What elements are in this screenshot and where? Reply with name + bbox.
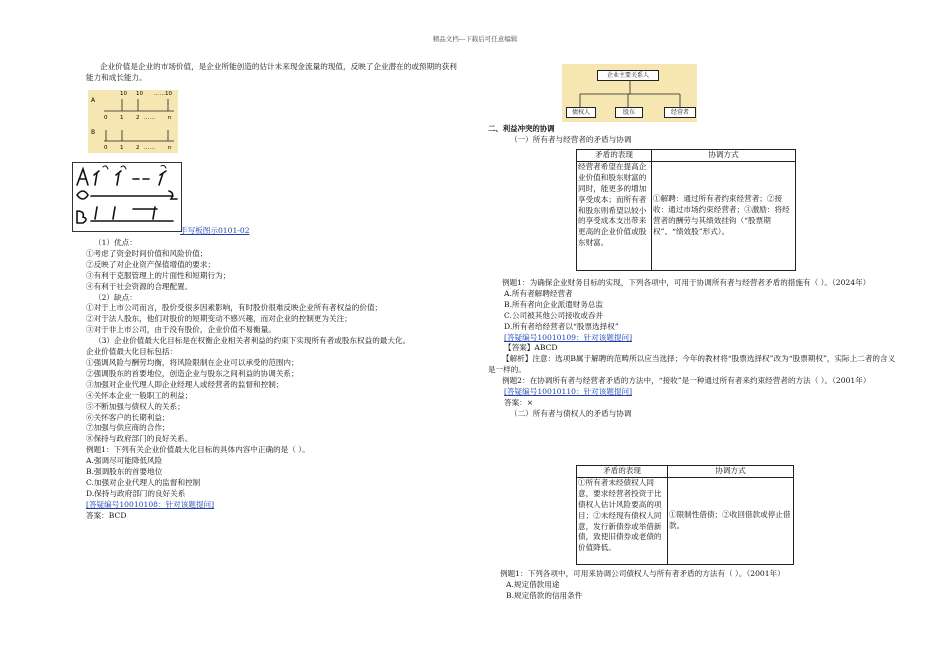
list-item: ④关怀本企业一般职工的利益； xyxy=(86,390,193,400)
handwritten-sketch xyxy=(72,162,182,232)
list-item: ①强调风险与酬劳均衡，将风险限制在企业可以承受的范围内； xyxy=(86,357,299,367)
cons-title: （2）缺点： xyxy=(94,292,137,302)
org-root: 企业主要关系人 xyxy=(597,70,659,81)
option: A.规定借款用途 xyxy=(506,579,560,589)
cashflow-diagram xyxy=(88,90,178,153)
example-3: 例题1：下列各项中，可用来协调公司债权人与所有者矛盾的方法有（ ）。（2001年） xyxy=(500,569,785,578)
list-item: ⑦加强与供应商的合作； xyxy=(86,423,170,433)
list-item: ②对于法人股东，他们对股价的短期变动不感兴趣，而对企业的控制更为关注； xyxy=(86,314,352,324)
table-header: 矛盾的表现 xyxy=(577,150,652,162)
subsection-2: （二）所有者与债权人的矛盾与协调 xyxy=(510,408,632,418)
fig-a-top-1: 10 xyxy=(120,91,127,97)
right-column xyxy=(488,124,908,146)
list-item: ②强调股东的首要地位，创造企业与股东之间利益的协调关系； xyxy=(86,368,299,378)
answer: 答案：BCD xyxy=(86,510,127,520)
cashflow-figure xyxy=(88,90,178,153)
right-column-bottom xyxy=(500,569,900,602)
svg-text:1: 1 xyxy=(120,115,124,121)
svg-text:……: …… xyxy=(144,115,155,121)
list-item: ①对于上市公司而言，股价受很多因素影响，有时股价很难反映企业所有者权益的价值； xyxy=(86,303,383,313)
list-item: ⑧保持与政府部门的良好关系。 xyxy=(86,434,193,444)
option: C.公司被其他公司接收或吞并 xyxy=(504,310,604,320)
list-item: ⑥关怀客户的长期利益； xyxy=(86,412,170,422)
option: C.加强对企业代理人的监督和控制 xyxy=(86,477,201,487)
svg-text:2: 2 xyxy=(136,115,140,121)
org-node-creditor: 债权人 xyxy=(566,107,596,118)
handwritten-caption[interactable]: 手写板图示0101-02 xyxy=(180,226,250,235)
pros-title: （1）优点： xyxy=(94,238,137,247)
handwriting-image xyxy=(73,163,181,231)
qa-link[interactable]: [答疑编号10010109：针对该题提问] xyxy=(504,332,633,342)
table-cell: ①所有者未经债权人同意，要求经营者投资于比债权人估计风险要高的项目；②未经现有债权人同意，发行新债券或举借新债，致使旧债券或老债的价值降低。 xyxy=(577,477,668,564)
svg-text:n: n xyxy=(168,115,172,121)
option: D.所有者给经营者以“股票选择权” xyxy=(504,321,619,331)
option: B.强调股东的首要地位 xyxy=(86,467,163,477)
svg-text:0: 0 xyxy=(104,145,108,151)
page-header: 精品文档---下载后可任意编辑 xyxy=(432,35,518,43)
qa-link[interactable]: [答疑编号10010110：针对该题提问] xyxy=(504,387,633,397)
list-title: 企业价值最大化目标包括： xyxy=(86,347,178,357)
fig-b-label: B xyxy=(91,129,96,136)
fig-a-label: A xyxy=(91,97,96,104)
qa-link[interactable]: [答疑编号10010108：针对该题提问] xyxy=(86,499,215,509)
table-owner-manager xyxy=(576,149,796,271)
list-item: ①考虑了资金时间价值和风险价值； xyxy=(86,248,208,258)
list-item: ②反映了对企业资产保值增值的要求； xyxy=(86,259,216,269)
table-owner-creditor xyxy=(576,465,794,565)
list-item: ③有利于克服管理上的片面性和短期行为； xyxy=(86,270,231,280)
analysis: 【解析】注意：选项B属于解聘的范畴所以应当选择；今年的教材将“股票选择权”改为“股票期权”，实际上二者的含义是一样的。 xyxy=(488,354,896,375)
table-header: 协调方式 xyxy=(652,150,796,162)
left-column xyxy=(86,62,466,84)
answer: 【答案】ABCD xyxy=(504,343,558,353)
svg-text:n: n xyxy=(168,145,172,151)
table-header: 矛盾的表现 xyxy=(577,466,668,478)
org-node-manager: 经营者 xyxy=(664,107,696,118)
example-2: 例题2：在协调所有者与经营者矛盾的方法中，“接收”是一种通过所有者来约束经营者的方法（ ）。（2001年） xyxy=(502,376,871,386)
svg-text:0: 0 xyxy=(104,115,108,121)
list-item: ④有利于社会资源的合理配置。 xyxy=(86,281,193,291)
svg-text:2: 2 xyxy=(136,145,140,151)
svg-text:1: 1 xyxy=(120,145,124,151)
table-cell: ①限制性借债；②收回借款或停止借款。 xyxy=(668,477,794,564)
list-item: ③对于非上市公司，由于没有股价，企业价值不易衡量。 xyxy=(86,325,276,335)
section-3: （3）企业价值最大化目标是在权衡企业相关者利益的约束下实现所有者或股东权益的最大化。 xyxy=(94,336,411,346)
intro-paragraph: 企业价值是企业的市场价值，是企业所能创造的估计未来现金流量的现值，反映了企业潜在的或预期的获利能力和成长能力。 xyxy=(86,62,457,82)
option: B.所有者向企业派遣财务总监 xyxy=(504,299,604,309)
table-header: 协调方式 xyxy=(668,466,794,478)
section-title: 二、利益冲突的协调 xyxy=(488,124,555,133)
svg-text:……: …… xyxy=(144,145,155,151)
table-cell: ①解聘：通过所有者约束经营者；②接收：通过市场约束经营者；③激励：将经营者的酬劳与其绩效挂钩（“股票期权”、“绩效股”形式）。 xyxy=(652,161,796,270)
left-column-body xyxy=(86,238,466,522)
subsection-1: （一）所有者与经营者的矛盾与协调 xyxy=(510,134,632,144)
right-column-mid xyxy=(488,278,898,420)
org-node-shareholder: 股东 xyxy=(615,107,643,118)
option: A.强调尽可能降低风险 xyxy=(86,456,163,466)
fig-a-top-3: ……10 xyxy=(154,91,172,97)
list-item: ③加强对企业代理人即企业经理人或经营者的监督和控制； xyxy=(86,379,284,389)
option: D.保持与政府部门的良好关系 xyxy=(86,488,186,498)
org-chart xyxy=(562,64,697,122)
answer: 答案：× xyxy=(504,397,534,407)
fig-a-top-2: 10 xyxy=(136,91,143,97)
table-cell: 经营者希望在提高企业价值和股东财富的同时，能更多的增加享受成本；而所有者和股东则希望以较小的享受成本支出带来更高的企业价值或股东财富。 xyxy=(577,161,652,270)
example-1: 例题1：为确保企业财务目标的实现，下列各项中，可用于协调所有者与经营者矛盾的措施有（ ）。（2024年） xyxy=(502,278,871,287)
example-question: 例题1：下列有关企业价值最大化目标的具体内容中正确的是（ ）。 xyxy=(86,445,310,455)
option: A.所有者解聘经营者 xyxy=(504,288,573,298)
list-item: ⑤不断加强与债权人的关系； xyxy=(86,401,185,411)
option: B.规定借款的信用条件 xyxy=(506,590,583,600)
